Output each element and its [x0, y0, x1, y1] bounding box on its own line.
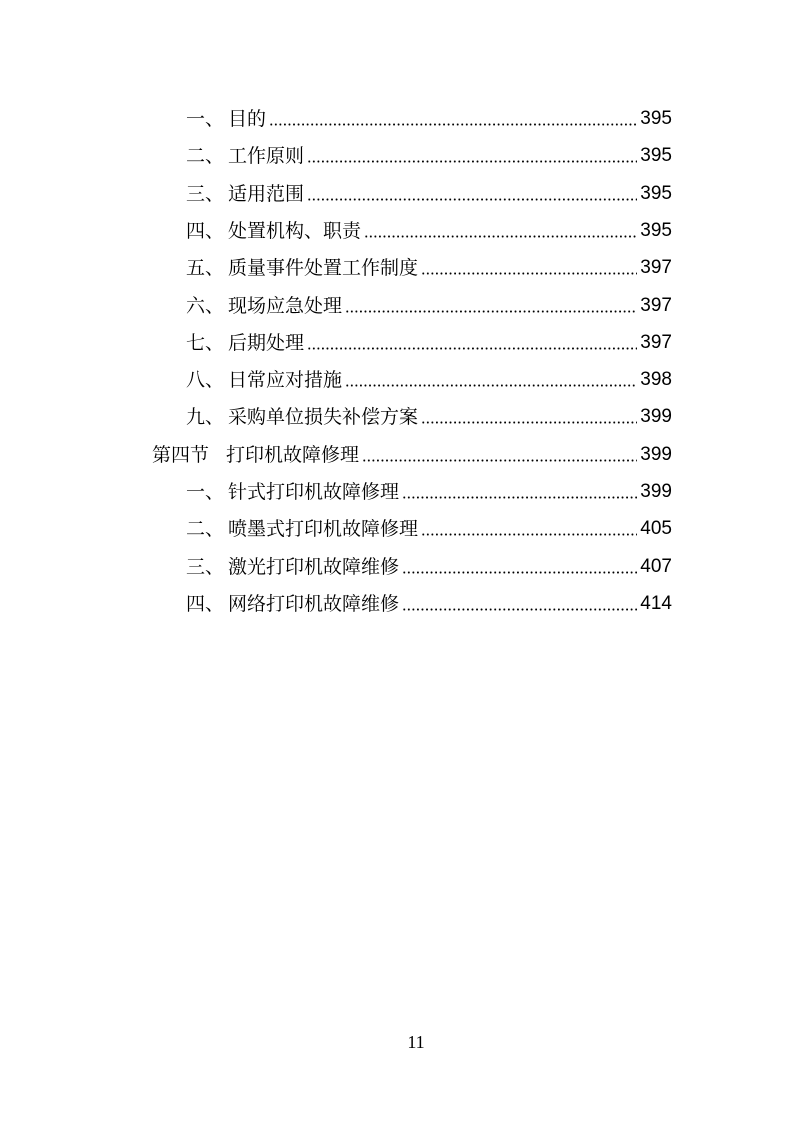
dot-leader [345, 310, 637, 313]
dot-leader [307, 198, 637, 201]
toc-entry-number: 七、 [186, 331, 225, 354]
toc-entry-number: 六、 [186, 294, 225, 317]
dot-leader [364, 235, 637, 238]
toc-entry-title: 现场应急处理 [228, 294, 343, 317]
toc-entry-title: 后期处理 [228, 331, 305, 354]
toc-entry-page: 405 [640, 518, 672, 540]
toc-entry-number: 五、 [186, 257, 225, 280]
toc-entry-number: 一、 [186, 481, 225, 503]
toc-entry-title: 激光打印机故障维修 [228, 555, 400, 578]
toc-entry [186, 294, 672, 318]
toc-entry [186, 405, 672, 429]
toc-entry [186, 480, 672, 504]
dot-leader [269, 123, 637, 126]
toc-entry-title: 适用范围 [228, 182, 305, 205]
toc-entry-number: 四、 [186, 219, 225, 242]
dot-leader [421, 533, 637, 536]
toc-entry-page: 395 [640, 145, 672, 167]
toc-entry-page: 395 [640, 182, 672, 204]
toc-entry-page: 395 [640, 108, 672, 129]
toc-entry-title: 处置机构、职责 [228, 219, 362, 242]
toc-entry [186, 331, 672, 355]
toc-entry-title: 日常应对措施 [228, 369, 343, 392]
toc-entry-title: 采购单位损失补偿方案 [228, 406, 419, 429]
toc-entry-page: 398 [640, 369, 672, 391]
dot-leader [402, 608, 637, 611]
toc-entry-page: 407 [640, 555, 672, 577]
toc-entry [186, 368, 672, 392]
dot-leader [421, 272, 637, 275]
toc-entry-title: 打印机故障修理 [226, 443, 360, 466]
toc-entry [186, 517, 672, 541]
page-number: 11 [407, 1032, 425, 1052]
toc-entry-page: 399 [640, 481, 672, 502]
toc-entry [186, 107, 672, 131]
dot-leader [402, 496, 637, 499]
toc-entry [186, 555, 672, 579]
toc-entry [186, 256, 672, 280]
dot-leader [421, 421, 637, 424]
toc-section-entry [152, 443, 672, 467]
toc-entry-title: 目的 [228, 108, 267, 130]
toc-entry-page: 399 [640, 443, 672, 465]
toc-entry [186, 144, 672, 168]
toc-entry-number: 一、 [186, 108, 225, 130]
toc-entry-title: 工作原则 [228, 145, 305, 168]
toc-entry [186, 592, 672, 616]
dot-leader [307, 347, 637, 350]
toc-entry-number: 四、 [186, 592, 225, 615]
dot-leader [307, 160, 637, 163]
toc-entry [186, 219, 672, 243]
toc-entry-page: 395 [640, 219, 672, 241]
toc-entry-title: 网络打印机故障维修 [228, 592, 400, 615]
toc-entry-title: 针式打印机故障修理 [228, 481, 400, 503]
toc-entry-title: 喷墨式打印机故障修理 [228, 518, 419, 541]
toc-entry-page: 397 [640, 294, 672, 316]
toc-entry-number: 三、 [186, 555, 225, 578]
dot-leader [345, 384, 637, 387]
toc-list [0, 107, 793, 617]
toc-entry-page: 399 [640, 406, 672, 428]
toc-entry-number: 九、 [186, 406, 225, 429]
toc-entry-number: 二、 [186, 145, 225, 168]
toc-entry-number: 八、 [186, 369, 225, 392]
toc-entry-page: 414 [640, 592, 672, 614]
toc-entry-number: 二、 [186, 518, 225, 541]
toc-entry-title: 质量事件处置工作制度 [228, 257, 419, 280]
dot-leader [362, 459, 637, 462]
toc-entry-page: 397 [640, 257, 672, 279]
toc-entry-page: 397 [640, 331, 672, 353]
toc-entry-number: 第四节 [152, 443, 210, 466]
toc-entry-number: 三、 [186, 182, 225, 205]
dot-leader [402, 571, 637, 574]
toc-entry [186, 182, 672, 206]
